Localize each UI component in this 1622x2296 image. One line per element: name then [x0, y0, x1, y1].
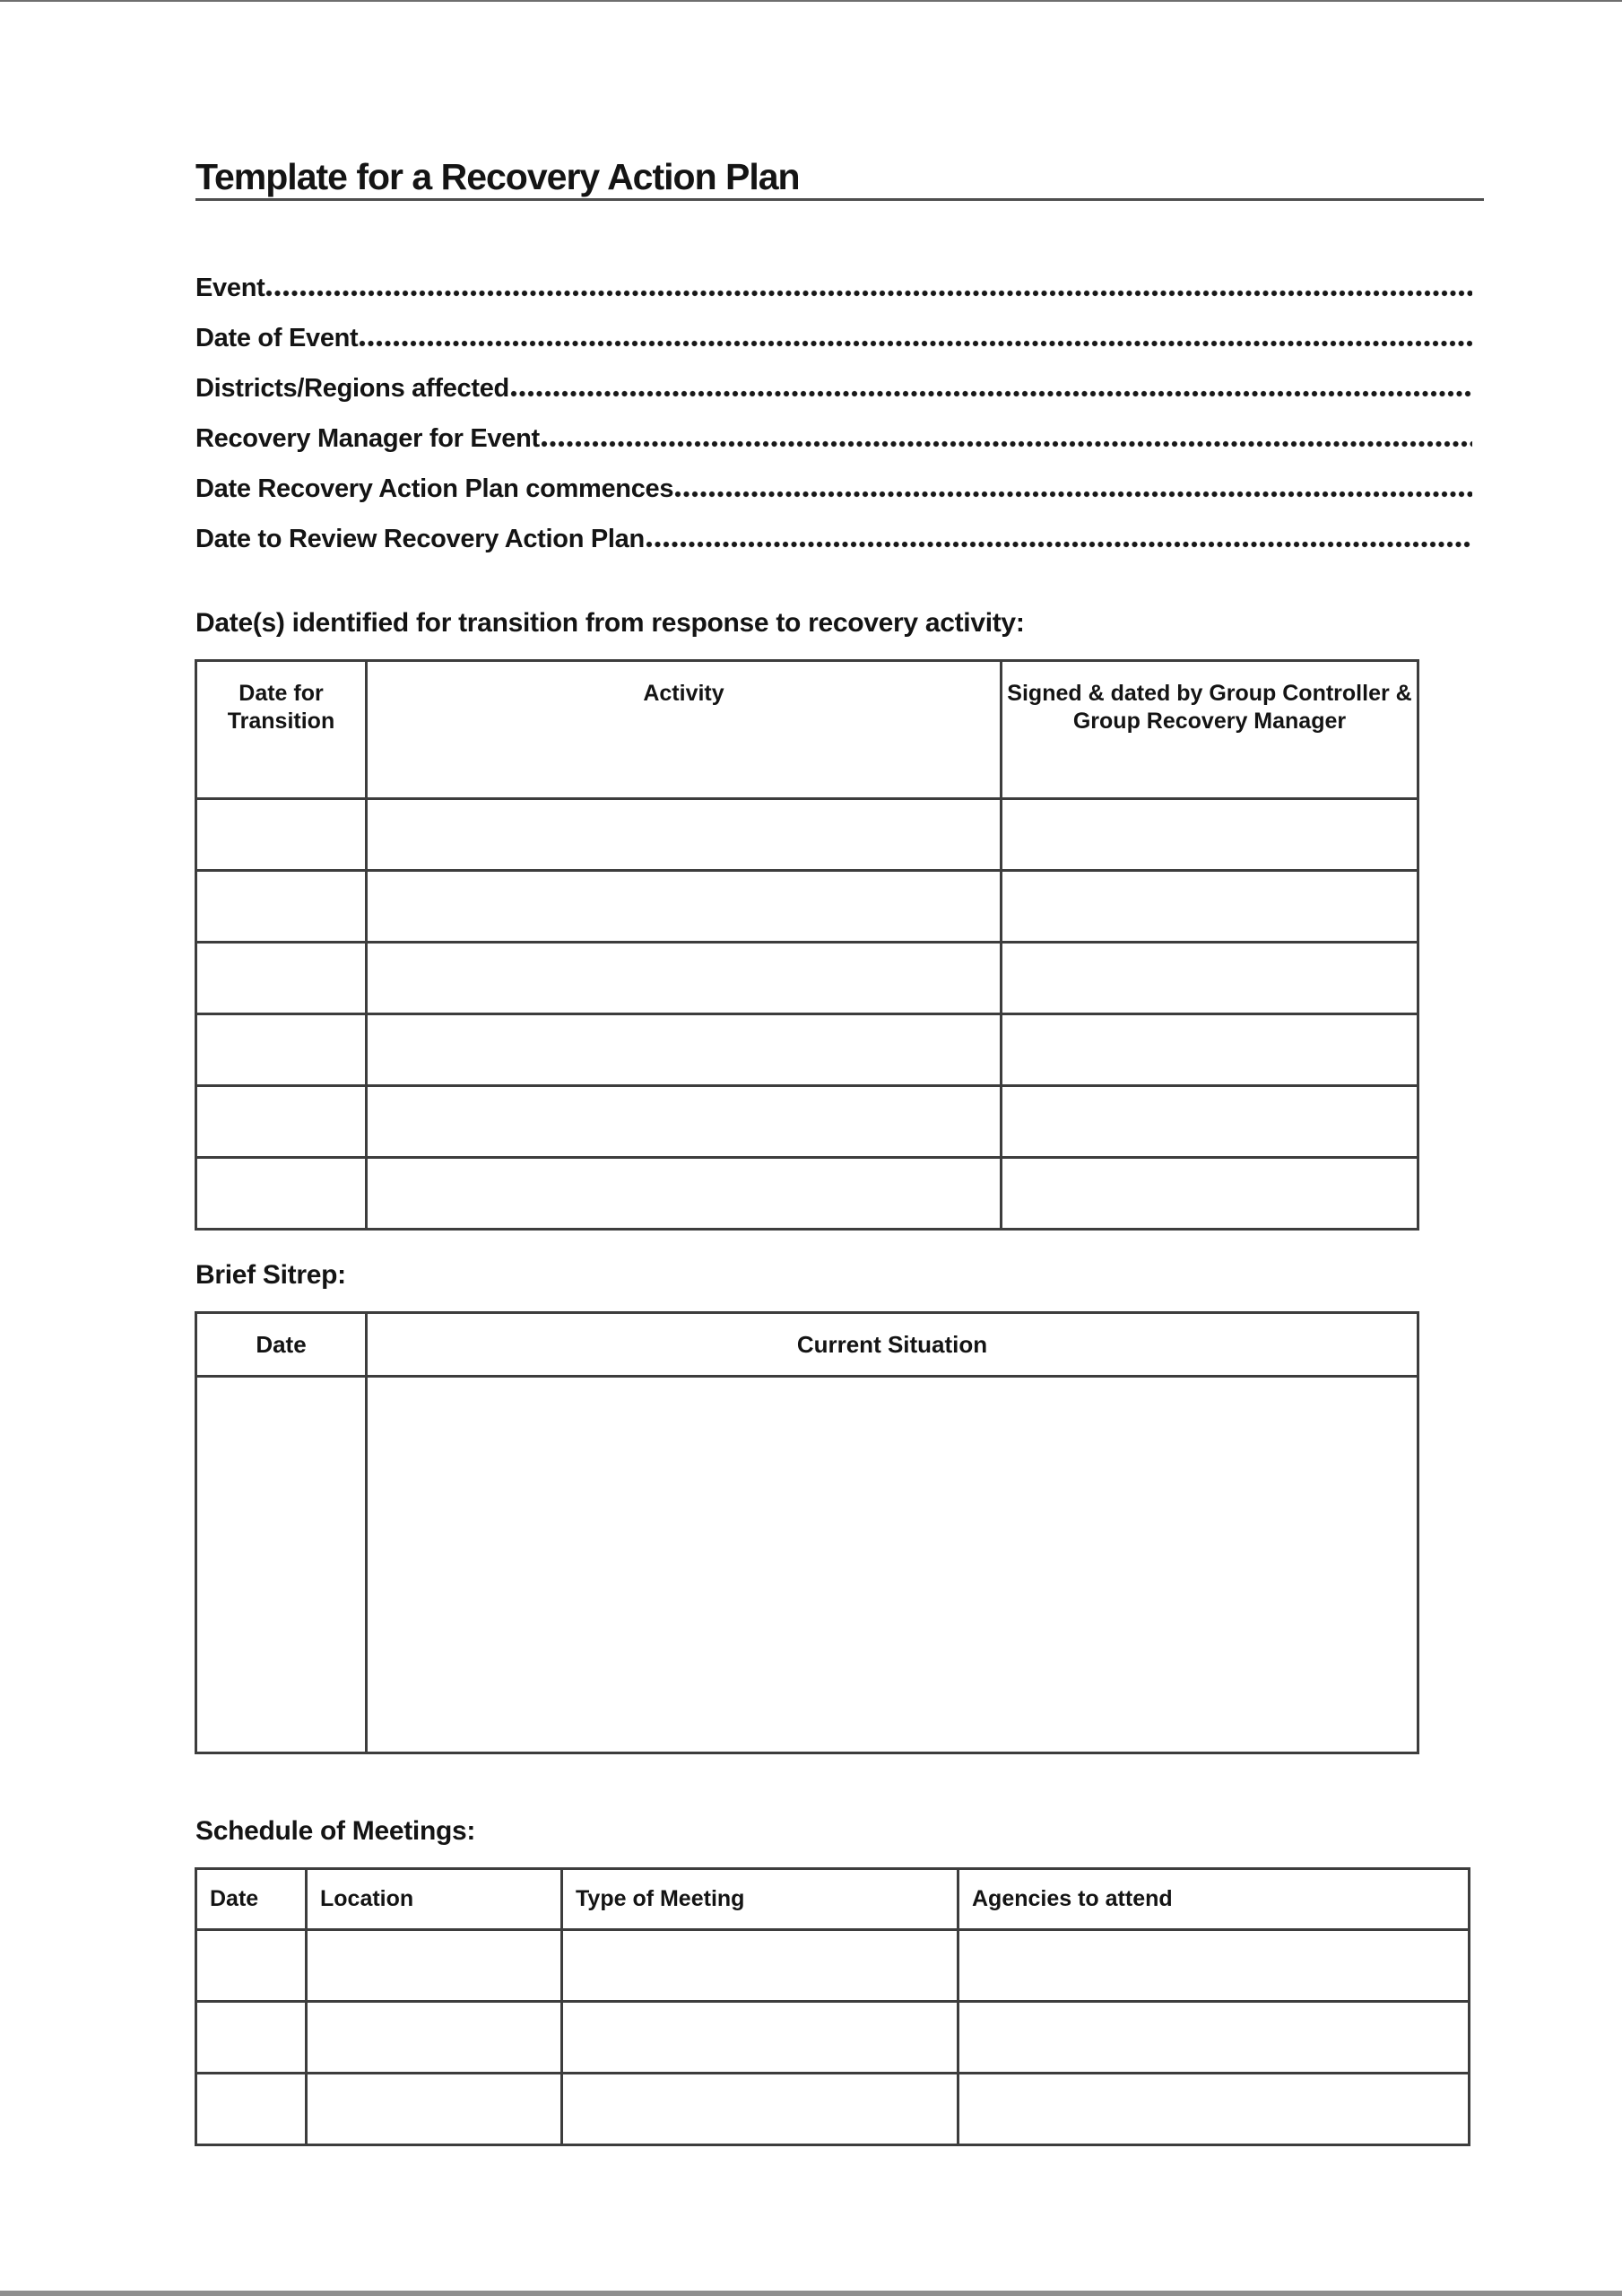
page-title: Template for a Recovery Action Plan [195, 156, 800, 197]
dotted-leader [359, 339, 1472, 348]
column-header-signed-dated: Signed & dated by Group Controller & Group Recovery Manager [1002, 661, 1418, 799]
scan-edge-top [0, 0, 1622, 2]
sitrep-table [195, 1311, 1419, 1754]
title-underline [195, 198, 1484, 201]
column-header-date-for-transition: Date for Transition [196, 661, 367, 799]
dotted-leader [541, 439, 1472, 448]
table-cell [958, 2002, 1470, 2074]
table-cell [307, 2002, 562, 2074]
field-label: Districts/Regions affected [195, 374, 509, 403]
table-row [196, 1158, 1418, 1230]
column-header-activity: Activity [367, 661, 1002, 799]
table-cell [562, 2002, 958, 2074]
table-cell [196, 1086, 367, 1158]
field-plan-commences [195, 457, 1472, 507]
meetings-section-heading: Schedule of Meetings: [195, 1816, 476, 1846]
table-cell [307, 2074, 562, 2145]
table-cell [1002, 943, 1418, 1014]
sitrep-table-header-row [196, 1313, 1418, 1377]
dotted-leader [674, 490, 1472, 499]
column-header-type-of-meeting: Type of Meeting [562, 1869, 958, 1930]
field-label: Recovery Manager for Event [195, 424, 540, 453]
table-cell [367, 1158, 1002, 1230]
table-cell [367, 943, 1002, 1014]
table-cell [1002, 799, 1418, 871]
table-row [196, 1930, 1470, 2002]
field-label: Date to Review Recovery Action Plan [195, 525, 645, 553]
field-districts-regions [195, 356, 1472, 406]
field-recovery-manager [195, 406, 1472, 457]
scan-edge-bottom [0, 2291, 1622, 2296]
table-row [196, 2002, 1470, 2074]
table-row [196, 943, 1418, 1014]
field-label: Date of Event [195, 324, 359, 352]
table-row [196, 1086, 1418, 1158]
meetings-table [195, 1867, 1470, 2146]
table-cell [367, 1377, 1418, 1753]
table-cell [196, 871, 367, 943]
table-cell [1002, 1086, 1418, 1158]
table-cell [196, 2002, 307, 2074]
dotted-leader [265, 289, 1472, 298]
table-cell [1002, 1158, 1418, 1230]
table-row [196, 1014, 1418, 1086]
field-label: Event [195, 274, 265, 302]
sitrep-section-heading: Brief Sitrep: [195, 1260, 346, 1290]
table-cell [196, 1930, 307, 2002]
table-cell [958, 1930, 1470, 2002]
dotted-leader [646, 540, 1472, 549]
table-cell [562, 1930, 958, 2002]
column-header-agencies: Agencies to attend [958, 1869, 1470, 1930]
table-cell [196, 943, 367, 1014]
table-cell [196, 1377, 367, 1753]
field-event [195, 256, 1472, 306]
dotted-leader [510, 389, 1472, 398]
column-header-date: Date [196, 1869, 307, 1930]
header-fields [195, 256, 1472, 557]
table-cell [307, 1930, 562, 2002]
table-cell [196, 1014, 367, 1086]
column-header-location: Location [307, 1869, 562, 1930]
field-date-of-event [195, 306, 1472, 356]
table-cell [367, 799, 1002, 871]
table-cell [367, 871, 1002, 943]
table-cell [196, 1158, 367, 1230]
table-cell [958, 2074, 1470, 2145]
field-plan-review [195, 507, 1472, 557]
table-row [196, 2074, 1470, 2145]
transition-table [195, 659, 1419, 1231]
table-cell [196, 2074, 307, 2145]
column-header-current-situation: Current Situation [367, 1313, 1418, 1377]
table-cell [1002, 871, 1418, 943]
table-row [196, 871, 1418, 943]
table-cell [367, 1014, 1002, 1086]
meetings-table-header-row [196, 1869, 1470, 1930]
table-cell [196, 799, 367, 871]
column-header-date: Date [196, 1313, 367, 1377]
table-row [196, 1377, 1418, 1753]
table-cell [367, 1086, 1002, 1158]
table-cell [1002, 1014, 1418, 1086]
table-cell [562, 2074, 958, 2145]
table-row [196, 799, 1418, 871]
field-label: Date Recovery Action Plan commences [195, 474, 674, 503]
transition-table-header-row [196, 661, 1418, 799]
transition-section-heading: Date(s) identified for transition from response to recovery activity: [195, 608, 1025, 638]
